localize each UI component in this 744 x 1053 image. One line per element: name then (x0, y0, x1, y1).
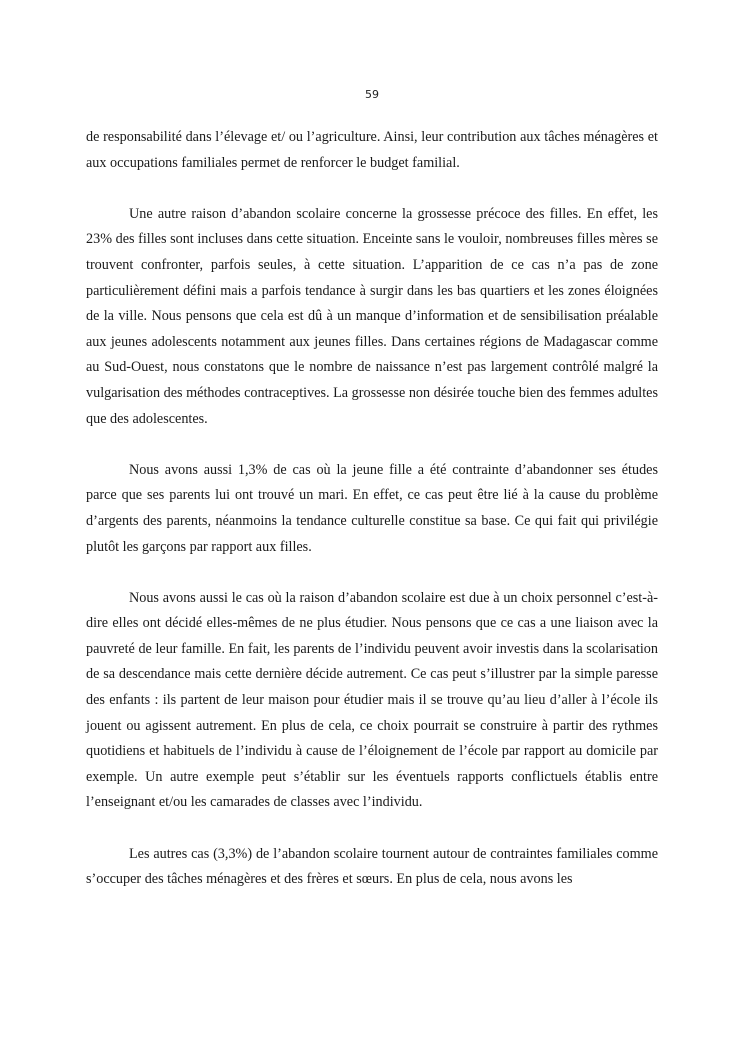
paragraph-3: Nous avons aussi 1,3% de cas où la jeune fille a été contrainte d’abandonner ses études parce que ses parents lui ont trouvé un mari. En effet, ce cas peut être lié à la cause du problème d’argents des parents, néanmoins la tendance culturelle constitue sa base. Ce qui fait qui privilégie plutôt les garçons par rapport aux filles. (86, 461, 658, 555)
page-number: 59 (365, 88, 379, 101)
paragraph-5: Les autres cas (3,3%) de l’abandon scolaire tournent autour de contraintes familiales comme s’occuper des tâches ménagères et des frères et sœurs. En plus de cela, nous avons les (86, 845, 658, 888)
paragraph-2: Une autre raison d’abandon scolaire concerne la grossesse précoce des filles. En effet, les 23% des filles sont incluses dans cette situation. Enceinte sans le vouloir, nombreuses filles mères se trouvent confronter, parfois seules, à cette situation. L’apparition de ce cas n’a pas de zone particulièrement défini mais a parfois tendance à surgir dans les bas quartiers et les zones éloignées de la ville. Nous pensons que cela est dû à un manque d’information et de sensibilisation préalable aux jeunes adolescents notamment aux jeunes filles. Dans certaines régions de Madagascar comme au Sud-Ouest, nous constatons que le nombre de naissance n’est pas largement contrôlé malgré la vulgarisation des méthodes contraceptives. La grossesse non désirée touche bien des femmes adultes que des adolescentes. (86, 205, 658, 427)
paragraph-4: Nous avons aussi le cas où la raison d’abandon scolaire est due à un choix personnel c’est-à-dire elles ont décidé elles-mêmes de ne plus étudier. Nous pensons que ce cas a une liaison avec la pauvreté de leur famille. En fait, les parents de l’individu peuvent avoir investis dans la scolarisation de sa descendance mais cette dernière décide autrement. Ce cas peut s’illustrer par la simple paresse des enfants : ils partent de leur maison pour étudier mais il se trouve qu’au lieu d’aller à l’école ils jouent ou agissent autrement. En plus de cela, ce choix pourrait se construire à partir des rythmes quotidiens et habituels de l’individu à cause de l’éloignement de l’école par rapport au domicile par exemple. Un autre exemple peut s’établir sur les éventuels rapports conflictuels établis entre l’enseignant et/ou les camarades de classes avec l’individu. (86, 589, 658, 811)
document-body (86, 125, 658, 918)
paragraph-1: de responsabilité dans l’élevage et/ ou l’agriculture. Ainsi, leur contribution aux tâches ménagères et aux occupations familiales permet de renforcer le budget familial. (86, 129, 658, 171)
